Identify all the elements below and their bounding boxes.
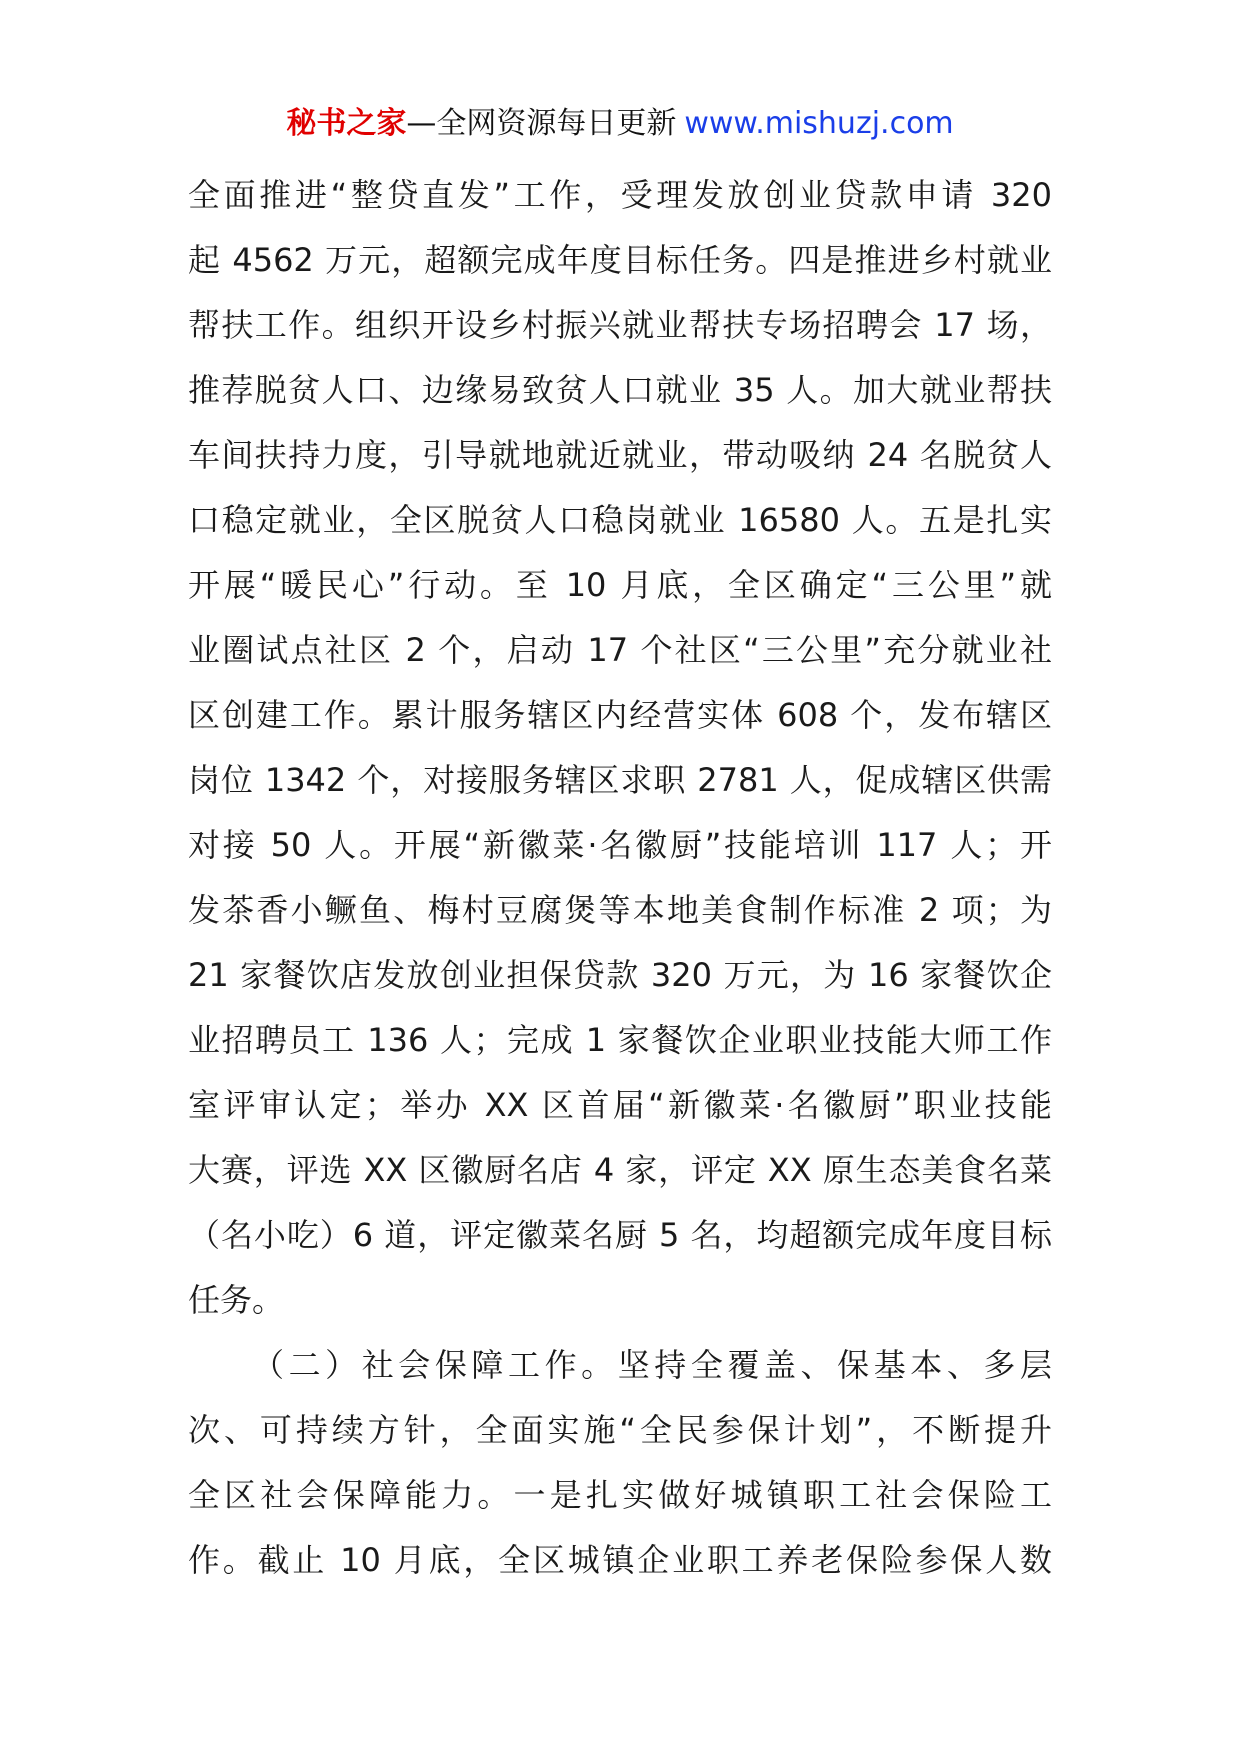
text-line: 大赛，评选 XX 区徽厨名店 4 家，评定 XX 原生态美食名菜 [188,1151,1052,1189]
text-line: 推荐脱贫人口、边缘易致贫人口就业 35 人。加大就业帮扶 [188,371,1052,409]
text-line: 业招聘员工 136 人；完成 1 家餐饮企业职业技能大师工作 [188,1021,1052,1059]
text-line: 发茶香小鳜鱼、梅村豆腐煲等本地美食制作标准 2 项；为 [188,891,1052,929]
text-line: 全面推进“整贷直发”工作，受理发放创业贷款申请 320 [188,176,1052,214]
brand-name: 秘书之家 [286,106,407,141]
text-line: 次、可持续方针，全面实施“全民参保计划”，不断提升 [188,1411,1052,1449]
page-header [0,104,1240,144]
text-line: （名小吃）6 道，评定徽菜名厨 5 名，均超额完成年度目标 [188,1216,1052,1254]
text-line: 作。截止 10 月底，全区城镇企业职工养老保险参保人数 [188,1541,1052,1579]
text-line: 帮扶工作。组织开设乡村振兴就业帮扶专场招聘会 17 场， [188,306,1052,344]
header-tagline: —全网资源每日更新 [406,106,677,141]
text-line: 业圈试点社区 2 个，启动 17 个社区“三公里”充分就业社 [188,631,1052,669]
text-line: 室评审认定；举办 XX 区首届“新徽菜·名徽厨”职业技能 [188,1086,1052,1124]
text-line: 对接 50 人。开展“新徽菜·名徽厨”技能培训 117 人；开 [188,826,1052,864]
section-heading-line: （二）社会保障工作。坚持全覆盖、保基本、多层 [252,1346,1052,1384]
text-line: 21 家餐饮店发放创业担保贷款 320 万元，为 16 家餐饮企 [188,956,1052,994]
text-line: 区创建工作。累计服务辖区内经营实体 608 个，发布辖区 [188,696,1052,734]
text-line: 全区社会保障能力。一是扎实做好城镇职工社会保险工 [188,1476,1052,1514]
text-line: 开展“暖民心”行动。至 10 月底，全区确定“三公里”就 [188,566,1052,604]
site-link[interactable]: www.mishuzj.com [684,106,954,141]
text-line: 车间扶持力度，引导就地就近就业，带动吸纳 24 名脱贫人 [188,436,1052,474]
paragraph-end-line: 任务。 [188,1281,285,1319]
text-line: 起 4562 万元，超额完成年度目标任务。四是推进乡村就业 [188,241,1052,279]
text-line: 岗位 1342 个，对接服务辖区求职 2781 人，促成辖区供需 [188,761,1052,799]
text-line: 口稳定就业，全区脱贫人口稳岗就业 16580 人。五是扎实 [188,501,1052,539]
body-text [188,163,1052,1593]
